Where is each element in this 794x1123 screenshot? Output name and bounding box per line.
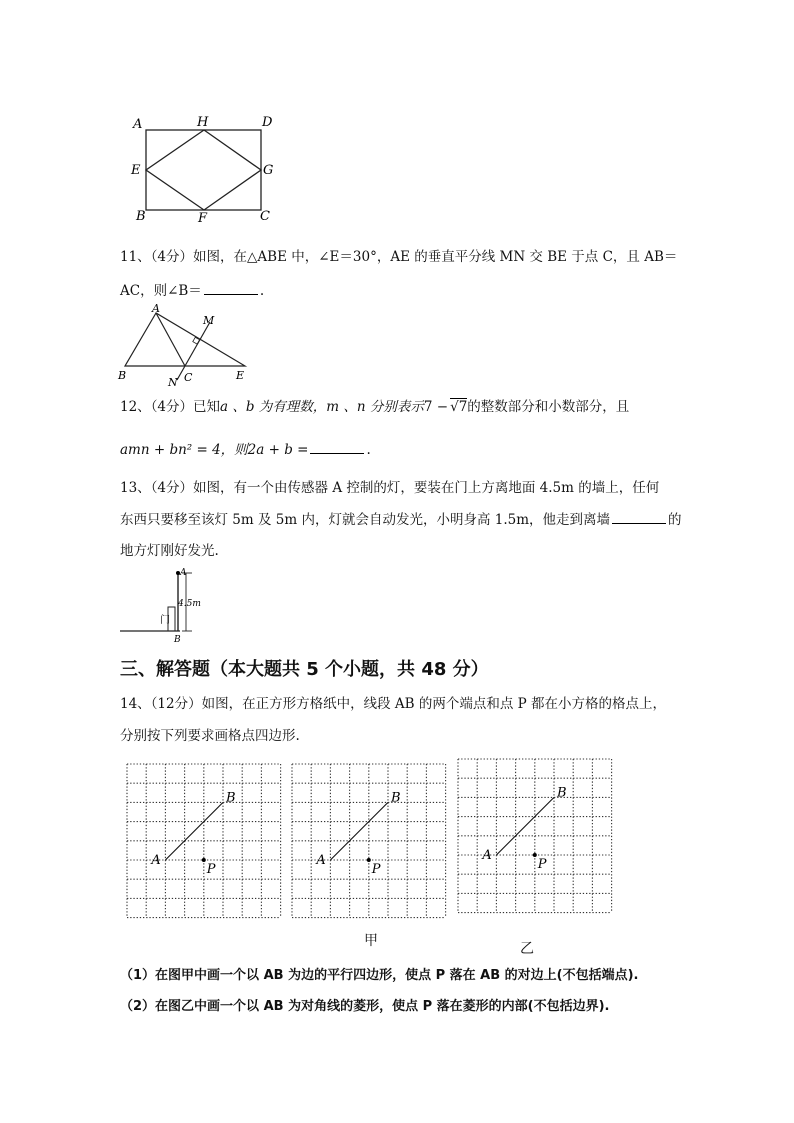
q13-line2: 东西只要移至该灯 5m 及 5m 内，灯就会自动发光，小明身高 1.5m，他走到离墙 的 bbox=[120, 512, 682, 528]
grid-jia bbox=[290, 762, 448, 920]
segment-AB bbox=[165, 802, 223, 860]
label-A: A bbox=[180, 568, 187, 578]
label-B: B bbox=[226, 790, 236, 806]
grid-yi bbox=[456, 757, 614, 915]
q14-line1: 14、（12分）如图，在正方形方格纸中，线段 AB 的两个端点和点 P 都在小方格的格点上， bbox=[120, 696, 667, 712]
label-B: B bbox=[136, 209, 146, 224]
section-title: 三、解答题（本大题共 5 个小题，共 48 分） bbox=[120, 659, 489, 680]
q14-sub2: （2）在图乙中画一个以 AB 为对角线的菱形，使点 P 落在菱形的内部(不包括边界). bbox=[120, 999, 610, 1014]
label-C: C bbox=[260, 209, 270, 224]
label-P: P bbox=[206, 862, 216, 877]
label-height: 4.5m bbox=[178, 599, 201, 609]
label-E: E bbox=[131, 163, 141, 178]
segment-AB bbox=[496, 797, 554, 855]
q14-line2: 分别按下列要求画格点四边形. bbox=[120, 728, 300, 744]
q13-line3: 地方灯刚好发光. bbox=[120, 543, 219, 559]
label-P: P bbox=[537, 857, 547, 872]
label-B: B bbox=[557, 785, 567, 801]
q14-sub1: （1）在图甲中画一个以 AB 为边的平行四边形，使点 P 落在 AB 的对边上(不包括端点). bbox=[120, 968, 639, 983]
label-B: B bbox=[174, 635, 181, 645]
label-D: D bbox=[262, 115, 273, 130]
caption-yi: 乙 bbox=[520, 941, 534, 957]
label-F: F bbox=[198, 211, 208, 224]
q13-line1: 13、（4分）如图，有一个由传感器 A 控制的灯，要装在门上方离地面 4.5m 的墙上，任何 bbox=[120, 480, 660, 496]
label-door: 门 bbox=[160, 615, 170, 626]
caption-jia: 甲 bbox=[364, 933, 378, 949]
label-A: A bbox=[482, 848, 492, 863]
grid-original bbox=[125, 762, 283, 920]
q12-line2: amn + bn² = 4，则2a + b = . bbox=[120, 442, 371, 458]
label-B: B bbox=[391, 790, 401, 806]
point-P bbox=[202, 858, 206, 862]
q11-line1: 11、（4分）如图，在△ABE 中，∠E＝30°，AE 的垂直平分线 MN 交 BE 于点 C，且 AB＝ bbox=[120, 249, 678, 265]
triangle-figure bbox=[114, 302, 259, 388]
q12-line1: 12、（4分）已知a 、b 为有理数，m 、n 分别表示7 − √7的整数部分和小数部分，且 bbox=[120, 399, 630, 415]
point-P bbox=[533, 853, 537, 857]
label-C: C bbox=[184, 371, 193, 384]
rectangle-figure bbox=[128, 112, 288, 224]
segment-AB bbox=[330, 802, 388, 860]
label-E: E bbox=[236, 369, 245, 382]
label-A: A bbox=[133, 117, 143, 132]
label-P: P bbox=[371, 862, 381, 877]
door-wall-figure bbox=[116, 565, 216, 645]
label-A: A bbox=[151, 853, 161, 868]
q11-line2: AC，则∠B＝ . bbox=[120, 283, 265, 299]
label-A: A bbox=[316, 853, 326, 868]
label-M: M bbox=[203, 314, 215, 327]
label-A: A bbox=[152, 302, 160, 315]
label-H: H bbox=[197, 115, 209, 130]
label-G: G bbox=[263, 163, 274, 178]
point-P bbox=[367, 858, 371, 862]
label-N: N bbox=[168, 376, 178, 388]
label-B: B bbox=[118, 369, 127, 382]
